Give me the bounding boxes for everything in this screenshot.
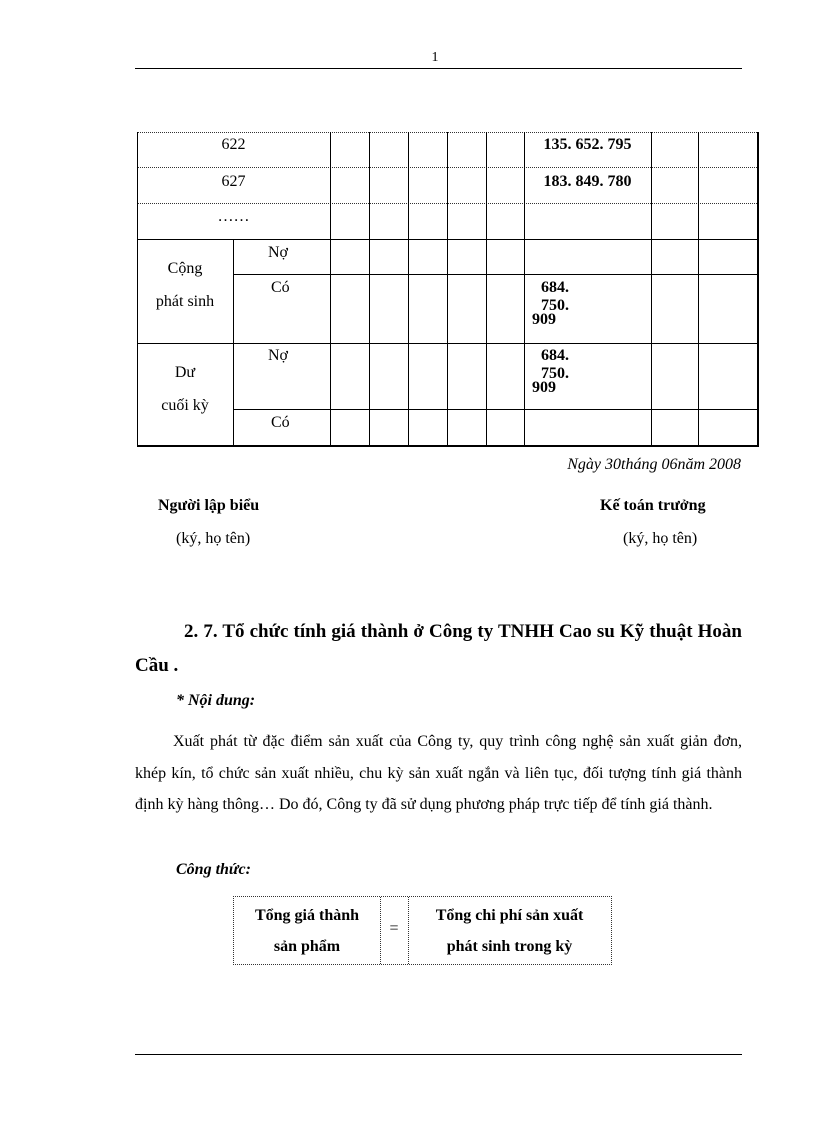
row-divider [137, 239, 759, 240]
formula-left-line1: Tổng giá thành [254, 907, 360, 924]
group-label: phát sinh [155, 293, 215, 310]
account-label: 627 [221, 173, 246, 190]
col-divider [330, 132, 331, 446]
body-paragraph: Xuất phát từ đặc điểm sản xuất của Công ty, quy trình công nghệ sản xuất giản đơn, khép kín, tổ chức sản xuất nhiều, chu kỳ sản xuất ngắn và liên tục, đối tượng tính giá thành định kỳ hàng thông… Do đó, Công ty đã sử dụng phương pháp trực tiếp để tính giá thành. [135, 733, 742, 813]
row-divider [137, 203, 759, 204]
amount-value: 909 [532, 311, 556, 328]
row-divider [137, 343, 759, 344]
amount-value: 183. 849. 780 [543, 173, 632, 190]
section-heading: 2. 7. Tổ chức tính giá thành ở Công ty TNHH Cao su Kỹ thuật Hoàn Cầu . [135, 621, 742, 676]
date-line: Ngày 30tháng 06năm 2008 [567, 456, 741, 473]
amount-value: 684. 750. [541, 279, 569, 314]
signer-right-title: Kế toán trưởng [600, 497, 706, 514]
formula-right-line1: Tổng chi phí sản xuất [435, 907, 584, 924]
col-divider [369, 132, 370, 446]
formula-operator: = [389, 920, 399, 937]
group-label: Dư [174, 364, 196, 381]
col-divider [447, 132, 448, 446]
formula-left-line2: sản phẩm [273, 938, 341, 955]
row-divider [233, 274, 759, 275]
signer-left-title: Người lập biểu [158, 497, 260, 514]
col-divider [651, 132, 652, 446]
group-label: cuối kỳ [161, 397, 209, 414]
formula-box [233, 896, 612, 965]
col-divider [233, 239, 234, 446]
amount-value: 909 [532, 379, 556, 396]
col-divider [698, 132, 699, 446]
formula-right-line2: phát sinh trong kỳ [446, 938, 573, 955]
formula-left [234, 897, 380, 964]
signer-right-note: (ký, họ tên) [623, 530, 698, 547]
credit-label: Có [271, 279, 290, 296]
table-border-right [757, 132, 759, 446]
credit-label: Có [271, 414, 290, 431]
account-label: …… [217, 208, 250, 225]
signer-left-note: (ký, họ tên) [176, 530, 251, 547]
amount-value: 135. 652. 795 [543, 136, 632, 153]
formula-label: Công thức: [176, 861, 251, 878]
debit-label: Nợ [268, 347, 289, 364]
col-divider [486, 132, 487, 446]
row-divider [137, 167, 759, 168]
footer-rule [135, 1054, 742, 1055]
header-rule [135, 68, 742, 69]
row-divider [233, 409, 759, 410]
debit-label: Nợ [268, 244, 289, 261]
table-border-top [137, 132, 759, 133]
content-label: * Nội dung: [176, 692, 256, 709]
group-label: Cộng [167, 260, 203, 277]
amount-value: 684. 750. [541, 347, 569, 382]
table-border-bottom [137, 445, 759, 447]
account-label: 622 [221, 136, 246, 153]
col-divider [408, 132, 409, 446]
page-number: 1 [431, 50, 439, 65]
formula-right [408, 897, 611, 964]
